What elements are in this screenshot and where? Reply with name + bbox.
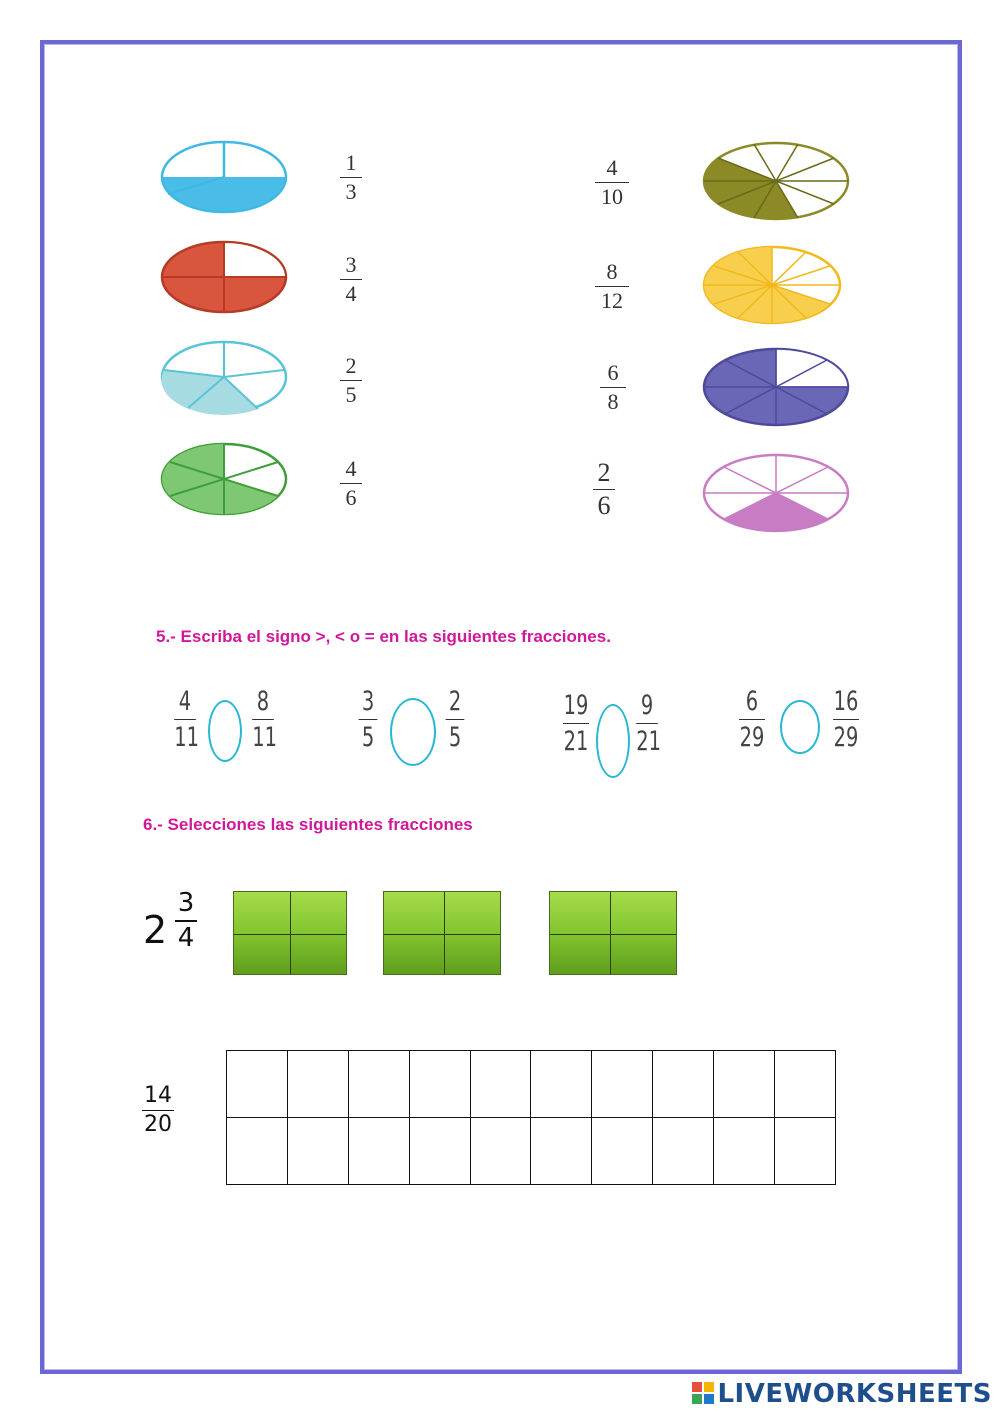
numerator: 1 <box>345 150 357 175</box>
logo-icon <box>692 1382 714 1404</box>
fraction-label-8-12 <box>595 261 629 312</box>
grid-cell[interactable] <box>775 1118 836 1185</box>
denominator: 6 <box>597 491 611 520</box>
numerator: 8 <box>606 259 618 284</box>
denominator: 8 <box>607 389 619 414</box>
fraction-a: 19 21 <box>563 690 589 757</box>
fraction-label-3-4 <box>340 254 362 305</box>
grid-cell[interactable] <box>653 1118 714 1185</box>
grid-row <box>227 1118 836 1185</box>
mixed-denominator: 4 <box>177 923 195 954</box>
numerator: 4 <box>606 155 618 180</box>
grid-cell[interactable] <box>470 1051 531 1118</box>
denominator: 3 <box>345 179 357 204</box>
grid-cell[interactable] <box>775 1051 836 1118</box>
liveworksheets-logo[interactable] <box>692 1379 992 1409</box>
denominator: 4 <box>345 281 357 306</box>
fraction-block-3[interactable] <box>549 891 677 975</box>
fraction-label-6-8 <box>600 362 626 413</box>
selection-grid <box>226 1050 836 1185</box>
grid-cell[interactable] <box>227 1118 288 1185</box>
denominator: 20 <box>144 1112 172 1137</box>
grid-cell[interactable] <box>470 1118 531 1185</box>
grid-cell[interactable] <box>653 1051 714 1118</box>
grid-cell[interactable] <box>287 1118 348 1185</box>
compare-pair-4 <box>732 688 872 788</box>
fraction-b: 9 21 <box>636 690 661 757</box>
grid-cell[interactable] <box>409 1118 470 1185</box>
grid-row <box>227 1051 836 1118</box>
numerator: 4 <box>345 456 357 481</box>
grid-cell[interactable] <box>348 1118 409 1185</box>
fraction-b: 8 11 <box>252 686 277 753</box>
grid-cell[interactable] <box>227 1051 288 1118</box>
numerator: 2 <box>345 353 357 378</box>
pie-right-4 <box>700 452 852 534</box>
pie-right-1 <box>700 140 852 222</box>
compare-pair-1 <box>160 688 290 788</box>
denominator: 6 <box>345 485 357 510</box>
question-5-title: 5.- Escriba el signo >, < o = en las siguientes fracciones. <box>156 627 611 646</box>
compare-pair-2 <box>350 688 480 788</box>
grid-fraction-label <box>142 1085 174 1136</box>
fraction-b: 2 5 <box>446 688 465 751</box>
grid-cell[interactable] <box>592 1118 653 1185</box>
answer-oval-2[interactable] <box>390 698 436 766</box>
mixed-number <box>143 890 203 970</box>
compare-pair-3 <box>556 692 696 792</box>
numerator: 3 <box>345 252 357 277</box>
answer-oval-3[interactable] <box>596 704 630 778</box>
fraction-a: 4 11 <box>174 686 199 753</box>
logo-text: LIVEWORKSHEETS <box>717 1379 992 1409</box>
grid-cell[interactable] <box>592 1051 653 1118</box>
pie-left-1 <box>158 138 290 216</box>
fraction-label-4-6 <box>340 458 362 509</box>
fraction-block-1[interactable] <box>233 891 347 975</box>
pie-left-4 <box>158 440 290 518</box>
denominator: 12 <box>601 288 623 313</box>
denominator: 5 <box>345 382 357 407</box>
denominator: 10 <box>601 184 623 209</box>
question-6-title: 6.- Selecciones las siguientes fracciones <box>143 815 473 834</box>
fraction-label-4-10 <box>595 157 629 208</box>
answer-oval-1[interactable] <box>208 700 242 762</box>
pie-left-2 <box>158 238 290 316</box>
mixed-numerator: 3 <box>177 888 195 918</box>
numerator: 2 <box>597 458 611 487</box>
grid-cell[interactable] <box>531 1118 592 1185</box>
grid-cell[interactable] <box>714 1051 775 1118</box>
grid-cell[interactable] <box>348 1051 409 1118</box>
fraction-label-2-6 <box>593 460 615 519</box>
grid-cell[interactable] <box>287 1051 348 1118</box>
fraction-a: 3 5 <box>359 688 378 751</box>
mixed-whole: 2 <box>143 908 168 952</box>
numerator: 6 <box>607 360 619 385</box>
pie-right-2 <box>700 244 850 326</box>
grid-cell[interactable] <box>714 1118 775 1185</box>
fraction-block-2[interactable] <box>383 891 501 975</box>
fraction-label-1-3 <box>340 152 362 203</box>
grid-cell[interactable] <box>531 1051 592 1118</box>
fraction-a: 6 29 <box>739 686 765 753</box>
pie-right-3 <box>700 346 852 428</box>
numerator: 14 <box>144 1083 172 1108</box>
answer-oval-4[interactable] <box>780 700 820 754</box>
pie-left-3 <box>158 338 290 416</box>
grid-cell[interactable] <box>409 1051 470 1118</box>
fraction-b: 16 29 <box>833 686 859 753</box>
fraction-label-2-5 <box>340 355 362 406</box>
